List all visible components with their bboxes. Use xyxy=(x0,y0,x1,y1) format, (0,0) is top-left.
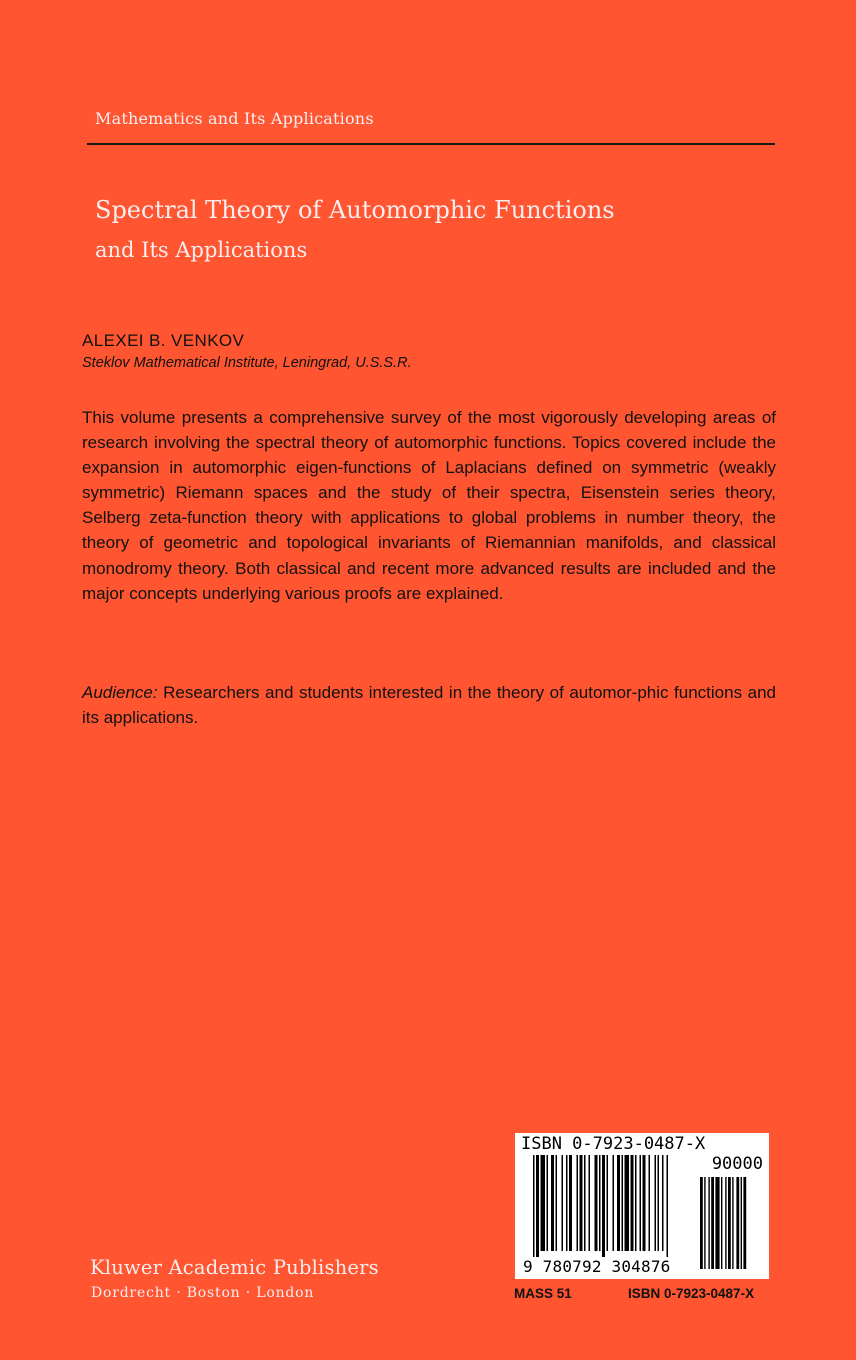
author-affiliation: Steklov Mathematical Institute, Leningrad, U.S.S.R. xyxy=(82,355,412,371)
publisher-name: Kluwer Academic Publishers xyxy=(90,1256,379,1279)
barcode-isbn-text: ISBN 0-7923-0487-X xyxy=(521,1134,706,1154)
audience-text: Researchers and students interested in the theory of automor-phic functions and its applications. xyxy=(82,683,776,728)
barcode-addon-code: 90000 xyxy=(711,1154,763,1174)
book-subtitle: and Its Applications xyxy=(95,238,308,262)
audience-label: Audience: xyxy=(82,683,158,702)
series-number: MASS 51 xyxy=(514,1286,572,1301)
book-title: Spectral Theory of Automorphic Functions xyxy=(95,196,615,224)
author-name: ALEXEI B. VENKOV xyxy=(82,331,245,350)
header-rule xyxy=(87,143,775,145)
abstract-paragraph: This volume presents a comprehensive survey of the most vigorously developing areas of research involving the spectral theory of automorphic functions. Topics covered include the expansion in automorphic eigen-functions of Laplacians defined on symmetric (weakly symmetric) Riemann spaces and the study of their spectra, Eisenstein series theory, Selberg zeta-function theory with applications to global problems in number theory, the theory of geometric and topological invariants of Riemannian manifolds, and classical monodromy theory. Both classical and recent more advanced results are included and the major concepts underlying various proofs are explained. xyxy=(82,408,776,603)
audience-paragraph xyxy=(82,680,776,730)
series-name: Mathematics and Its Applications xyxy=(95,109,374,128)
publisher-cities: Dordrecht · Boston · London xyxy=(91,1285,315,1301)
barcode-box xyxy=(515,1133,769,1279)
barcode-ean-digits: 9 780792 304876 xyxy=(523,1257,671,1276)
isbn-footer: ISBN 0-7923-0487-X xyxy=(628,1286,755,1301)
